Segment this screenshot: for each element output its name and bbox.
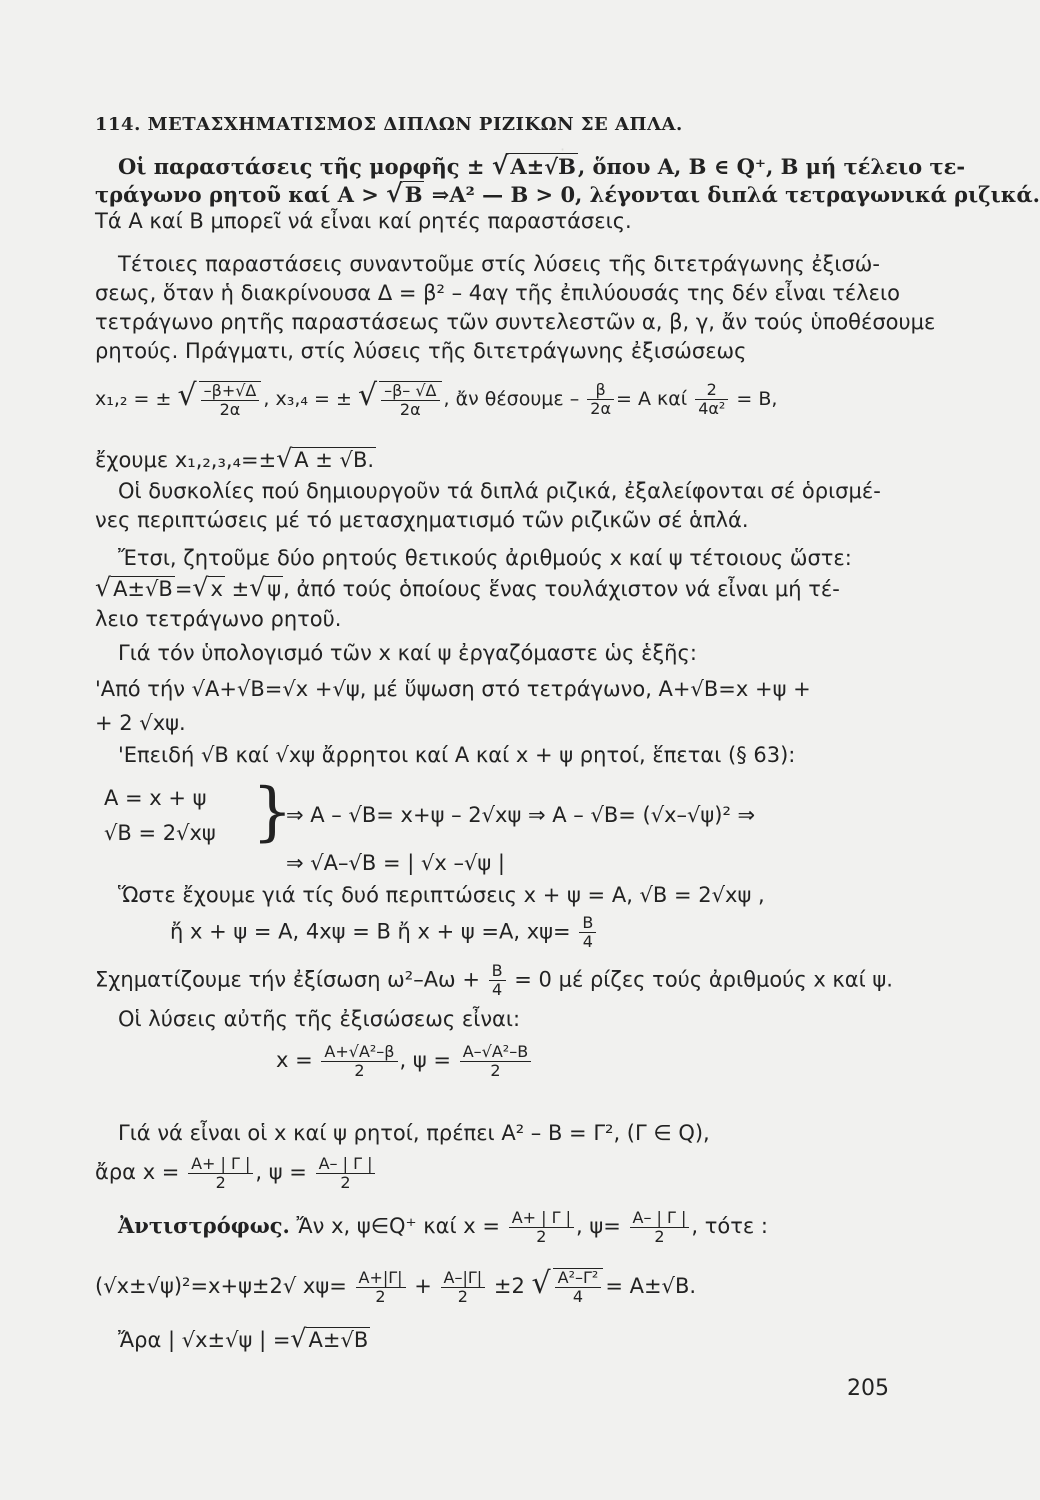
numerator: A–√A²–B xyxy=(460,1043,531,1062)
denominator: 2 xyxy=(536,1226,547,1246)
system-result-1: ⇒ A – √B= x+ψ – 2√xψ ⇒ A – √B= (√x–√ψ)² ⇒ xyxy=(286,803,756,827)
fraction xyxy=(587,381,614,418)
fraction xyxy=(356,1269,406,1306)
numerator: A+ | Γ | xyxy=(509,1209,574,1228)
numerator: A²–Γ² xyxy=(555,1269,602,1288)
formula-text: = B, xyxy=(736,388,778,410)
radical-sign: √ xyxy=(276,444,293,473)
numerator: –β+√Δ xyxy=(201,382,260,401)
paragraph-4-line-1: Γιά τόν ὑπολογισμό τῶν x καί ψ ἐργαζόμαστε ὡς ἑξῆς: xyxy=(118,641,697,665)
paragraph-2-line-2: Οἱ δυσκολίες πού δημιουργοῦν τά διπλά ριζικά, ἐξαλείφονται σέ ὁρισμέ- xyxy=(118,479,881,503)
system-equation-1: A = x + ψ xyxy=(104,786,207,810)
radicand: x xyxy=(210,577,223,601)
fraction xyxy=(199,381,262,419)
formula-text: , ψ = xyxy=(255,1160,307,1184)
denominator: 2 xyxy=(340,1172,351,1192)
fraction xyxy=(321,1043,397,1080)
radical-sign: √ xyxy=(357,378,378,413)
paragraph-5-line-1: Ὥστε ἔχουμε γιά τίς δυό περιπτώσεις x + ψ = A, √B = 2√xψ , xyxy=(118,883,765,907)
paragraph-6-line-1 xyxy=(95,962,893,999)
denominator: 4 xyxy=(492,980,503,999)
fraction xyxy=(316,1155,376,1192)
denominator: 2 xyxy=(354,1060,365,1080)
formula-text: ±2 xyxy=(493,1274,525,1298)
radical-sign: √ xyxy=(249,573,266,602)
formula-text: ἔχουμε x₁,₂,₃,₄=± xyxy=(95,448,277,472)
paragraph-2-line-1 xyxy=(95,446,376,473)
fraction xyxy=(379,381,441,419)
fraction xyxy=(553,1268,604,1306)
paragraph-3-line-3: λειο τετράγωνο ρητοῦ. xyxy=(95,607,342,631)
paragraph-1-line-1: Τέτοιες παραστάσεις συναντοῦμε στίς λύσεις τῆς διτετράγωνης ἐξισώ- xyxy=(118,252,880,276)
denominator: 2 xyxy=(490,1060,501,1080)
numerator: A+ | Γ | xyxy=(188,1155,253,1174)
denominator: 2α xyxy=(399,399,421,419)
radicand: A±√B xyxy=(308,1328,369,1352)
formula-text: = A±√B. xyxy=(605,1274,697,1298)
fraction xyxy=(579,914,596,951)
definition-line-3: Τά Α καί Β μπορεῖ νά εἶναι καί ρητές παραστάσεις. xyxy=(95,209,632,233)
paragraph-3-line-1: Ἔτσι, ζητοῦμε δύο ρητούς θετικούς ἀριθμούς x καί ψ τέτοιους ὥστε: xyxy=(118,546,852,570)
right-brace: } xyxy=(252,775,293,849)
formula-text: (√x±√ψ)²=x+ψ±2√ xψ= xyxy=(95,1274,347,1298)
radical-sign: √ xyxy=(95,573,112,602)
numerator: 2 xyxy=(695,381,728,400)
numerator: B xyxy=(579,914,596,933)
formula-text: = A καί xyxy=(616,388,688,410)
formula-text: x₁,₂ = ± xyxy=(95,388,172,410)
fraction xyxy=(695,381,728,418)
numerator: β xyxy=(587,381,614,400)
numerator: A+|Γ| xyxy=(356,1269,406,1288)
fraction xyxy=(441,1269,486,1306)
denominator: 4α² xyxy=(698,399,726,418)
radicand: B xyxy=(404,182,423,207)
solutions-formula xyxy=(276,1040,533,1080)
formula-text: Ἄρα | √x±√ψ | = xyxy=(118,1328,291,1352)
roots-formula xyxy=(95,376,777,419)
definition-text: , ὅπου A, B ∈ Q⁺, B μή τέλειο τε- xyxy=(577,154,966,179)
formula-text: Ἄν x, ψ∈Q⁺ καί x = xyxy=(289,1214,500,1238)
system-equation-2: √B = 2√xψ xyxy=(104,821,216,845)
formula-text: x = xyxy=(276,1048,313,1072)
paragraph-9-line xyxy=(95,1262,696,1308)
paragraph-4-line-3: + 2 √xψ. xyxy=(95,711,186,735)
fraction xyxy=(509,1209,574,1246)
radicand: A±√B xyxy=(510,154,576,179)
formula-text: , ψ= xyxy=(576,1214,621,1238)
bold-label: Ἀντιστρόφως. xyxy=(118,1213,290,1238)
radical-sign: √ xyxy=(177,378,197,413)
formula-text: Σχηματίζουμε τήν ἐξίσωση ω²–Aω + xyxy=(95,967,480,992)
denominator: 2 xyxy=(457,1286,468,1306)
formula-text: ἄρα x = xyxy=(95,1160,180,1184)
paragraph-7-line-1: Γιά νά εἶναι οἱ x καί ψ ρητοί, πρέπει A² – B = Γ², (Γ ∈ Q), xyxy=(118,1121,710,1145)
numerator: A–|Γ| xyxy=(441,1269,486,1288)
denominator: 2 xyxy=(654,1226,665,1246)
paragraph-1-line-3: τετράγωνο ρητῆς παραστάσεως τῶν συντελεστῶν α, β, γ, ἄν τούς ὑποθέσουμε xyxy=(95,310,936,334)
radical-sign: √ xyxy=(192,573,209,602)
formula-text: , τότε : xyxy=(691,1214,768,1238)
section-heading: 114. ΜΕΤΑΣΧΗΜΑΤΙΣΜΟΣ ΔΙΠΛΩΝ ΡΙΖΙΚΩΝ ΣΕ ΑΠΛΑ. xyxy=(95,114,683,135)
paragraph-8-line xyxy=(118,1204,768,1248)
page-number: 205 xyxy=(847,1376,889,1401)
definition-text: Οἱ παραστάσεις τῆς μορφῆς ± xyxy=(118,154,485,179)
numerator: –β– √Δ xyxy=(381,382,439,401)
denominator: 4 xyxy=(572,1287,584,1306)
definition-text: τράγωνο ρητοῦ καί A > xyxy=(95,182,379,207)
radicand: A ± √B. xyxy=(294,448,375,472)
formula-text: + xyxy=(414,1274,432,1298)
definition-line-2 xyxy=(95,180,1040,208)
fraction xyxy=(489,962,506,999)
radical-sign: √ xyxy=(386,178,403,208)
paragraph-7-line-2 xyxy=(95,1150,377,1194)
radical-sign: √ xyxy=(531,1266,551,1301)
fraction xyxy=(188,1155,253,1192)
paragraph-text: , ἀπό τούς ὁποίους ἕνας τουλάχιστον νά εἶναι μή τέ- xyxy=(283,577,840,601)
fraction xyxy=(460,1043,531,1080)
paragraph-6-line-2: Οἱ λύσεις αὐτῆς τῆς ἐξισώσεως εἶναι: xyxy=(118,1007,521,1031)
paragraph-10-line xyxy=(118,1326,370,1353)
denominator: 2 xyxy=(375,1286,386,1306)
radical-sign: √ xyxy=(290,1324,307,1353)
formula-text: , x₃,₄ = ± xyxy=(263,388,352,410)
paragraph-1-line-2: σεως, ὅταν ἡ διακρίνουσα Δ = β² – 4αγ τῆς ἐπιλύουσάς της δέν εἶναι τέλειο xyxy=(95,281,900,305)
radicand: ψ xyxy=(267,577,282,601)
formula-text: ± xyxy=(231,577,250,601)
bleed-through-text: · xyxy=(560,140,566,159)
formula-text: = 0 μέ ρίζες τούς ἀριθμούς x καί ψ. xyxy=(514,967,893,992)
formula-text: = xyxy=(174,577,193,601)
formula-text: , ψ = xyxy=(399,1048,451,1072)
numerator: A– | Γ | xyxy=(630,1209,690,1228)
denominator: 2α xyxy=(219,399,241,419)
paragraph-2-line-3: νες περιπτώσεις μέ τό μετασχηματισμό τῶν ριζικῶν σέ ἁπλά. xyxy=(95,508,749,532)
system-result-2: ⇒ √A–√B = | √x –√ψ | xyxy=(286,851,505,875)
formula-text: ἤ x + ψ = A, 4xψ = B ἤ x + ψ =A, xψ= xyxy=(170,919,571,944)
denominator: 4 xyxy=(582,932,593,951)
formula-text: , ἄν θέσουμε – xyxy=(443,388,580,410)
definition-text: ⇒A² — B > 0, λέγονται διπλά τετραγωνικά ριζικά. xyxy=(431,182,1040,207)
numerator: A– | Γ | xyxy=(316,1155,376,1174)
radicand: A±√B xyxy=(113,577,173,601)
paragraph-4-line-2: 'Από τήν √A+√B=√x +√ψ, μέ ὕψωση στό τετράγωνο, A+√B=x +ψ + xyxy=(95,677,811,701)
paragraph-3-line-2 xyxy=(95,575,840,602)
paragraph-5-line-2 xyxy=(170,914,598,951)
numerator: B xyxy=(489,962,506,981)
paragraph-4-line-4: 'Επειδή √B καί √xψ ἄρρητοι καί A καί x + ψ ρητοί, ἕπεται (§ 63): xyxy=(118,743,796,767)
denominator: 2 xyxy=(215,1172,226,1192)
numerator: A+√A²–β xyxy=(321,1043,397,1062)
fraction xyxy=(630,1209,690,1246)
denominator: 2α xyxy=(590,399,611,418)
paragraph-1-line-4: ρητούς. Πράγματι, στίς λύσεις τῆς διτετράγωνης ἐξισώσεως xyxy=(95,339,747,363)
definition-line-1 xyxy=(118,152,965,180)
radical-sign: √ xyxy=(491,150,509,180)
